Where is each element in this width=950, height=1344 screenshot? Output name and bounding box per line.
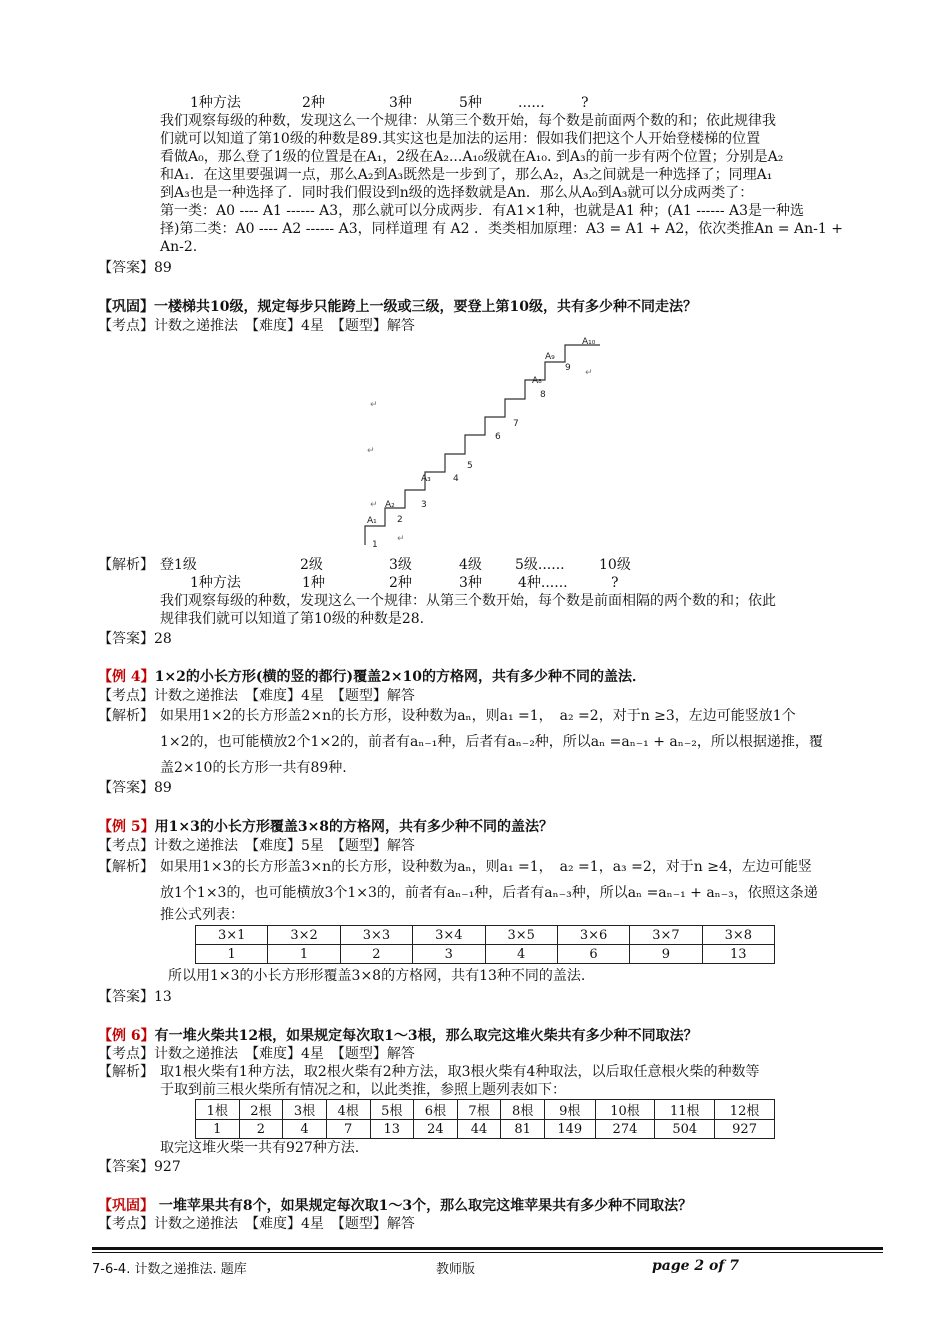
ex4-meta: 【考点】计数之递推法 【难度】4星 【题型】解答 [98, 688, 415, 704]
step-number: 9 [565, 363, 571, 373]
answer-label: 【答案】 [98, 1159, 154, 1175]
gonggu1-meta: 【考点】计数之递推法 【难度】4星 【题型】解答 [98, 318, 415, 334]
ex6-sol-label: 【解析】 [98, 1064, 154, 1080]
top-row1-c5: ...... [518, 95, 545, 111]
ex6-sol-1: 取1根火柴有1种方法，取2根火柴有2种方法，取3根火柴有4种取法，以后取任意根火柴的种数等 [160, 1064, 760, 1080]
a-label: A₁₀ [582, 337, 596, 347]
ex4-question: 1×2的小长方形(横的竖的都行)覆盖2×10的方格网，共有多少种不同的盖法． [154, 669, 647, 685]
top-row1-c6: ? [581, 95, 589, 111]
ex6-conclusion: 取完这堆火柴一共有927种方法. [160, 1140, 360, 1156]
answer-value: 28 [154, 631, 172, 647]
sol-row2-c4: 3种 [459, 575, 482, 591]
table-cell: 7 [326, 1120, 370, 1139]
table-cell: 149 [545, 1120, 596, 1139]
top-answer [98, 259, 172, 277]
gonggu1-heading [98, 298, 697, 316]
table-header-cell: 3×1 [196, 926, 268, 945]
ex6-sol-2: 于取到前三根火柴所有情况之和，以此类推，参照上题列表如下： [160, 1082, 566, 1098]
top-row1-c2: 2种 [302, 95, 325, 111]
table-row [196, 1120, 775, 1139]
top-para-7: 择)第二类：A0 ---- A2 ------ A3，同样道理 有 A2 ．类类相加原理：A3 = A1 + A2，依次类推An = An-1 + [160, 221, 844, 237]
a-label: A₁ [367, 516, 377, 526]
gonggu2-meta: 【考点】计数之递推法 【难度】4星 【题型】解答 [98, 1216, 415, 1232]
sol-row1-c4: 4级 [459, 557, 482, 573]
step-number: 7 [513, 419, 519, 429]
top-row1-c1: 1种方法 [190, 95, 241, 111]
sol-row2-c6: ? [611, 575, 619, 591]
ex6-question: 有一堆火柴共12根，如果规定每次取1～3根，那么取完这堆火柴共有多少种不同取法？ [154, 1028, 698, 1044]
ex5-question: 用1×3的小长方形覆盖3×8的方格网，共有多少种不同的盖法？ [154, 819, 554, 835]
return-mark: ↵ [367, 446, 375, 456]
return-mark: ↵ [585, 368, 593, 378]
ex4-sol-label: 【解析】 [98, 708, 154, 724]
table-row [196, 1100, 775, 1120]
return-mark: ↵ [397, 534, 405, 544]
gonggu2-heading [98, 1197, 692, 1215]
table-header-cell: 3×6 [557, 926, 629, 945]
ex6-label: 【例 6】 [98, 1028, 155, 1044]
sol-row2-c1: 1种方法 [190, 575, 241, 591]
a-label: A₈ [532, 376, 542, 386]
table-cell: 2 [239, 1120, 283, 1139]
table-header-cell: 3×3 [340, 926, 412, 945]
answer-value: 13 [154, 989, 172, 1005]
footer-rule-thick [92, 1247, 883, 1250]
answer-label: 【答案】 [98, 260, 154, 276]
ex5-sol-3: 推公式列表： [160, 907, 244, 923]
step-number: 4 [453, 474, 459, 484]
table-header-cell: 8根 [501, 1100, 545, 1120]
step-number: 3 [421, 500, 427, 510]
table-cell: 81 [501, 1120, 545, 1139]
step-number: 6 [495, 432, 501, 442]
table-cell: 1 [196, 1120, 240, 1139]
return-mark: ↵ [370, 400, 378, 410]
gonggu1-answer [98, 630, 172, 648]
table-cell: 3 [413, 945, 485, 964]
top-para-8: An-2. [160, 239, 198, 255]
gonggu2-label: 【巩固】 [98, 1198, 154, 1214]
table-cell: 13 [702, 945, 774, 964]
table-header-cell: 7根 [457, 1100, 501, 1120]
table-cell: 4 [283, 1120, 327, 1139]
ex4-sol-2: 1×2的，也可能横放2个1×2的，前者有aₙ₋₁种，后者有aₙ₋₂种，所以aₙ =aₙ₋₁ + aₙ₋₂，所以根据递推，覆 [160, 734, 823, 750]
table-cell: 44 [457, 1120, 501, 1139]
ex5-meta: 【考点】计数之递推法 【难度】5星 【题型】解答 [98, 838, 415, 854]
top-row1-c4: 5种 [459, 95, 482, 111]
sol-row2-c5: 4种...... [518, 575, 568, 591]
table-cell: 4 [485, 945, 557, 964]
table-header-cell: 6根 [414, 1100, 458, 1120]
footer-left: 7-6-4. 计数之递推法. 题库 [92, 1262, 247, 1277]
top-para-1: 我们观察每级的种数，发现这么一个规律：从第三个数开始，每个数是前面两个数的和；依此规律我 [160, 113, 776, 129]
sol-row2-c3: 2种 [389, 575, 412, 591]
gonggu2-question: 一堆苹果共有8个，如果规定每次取1～3个，那么取完这堆苹果共有多少种不同取法？ [154, 1198, 693, 1214]
table-header-cell: 3×4 [413, 926, 485, 945]
footer-page: page 2 of 7 [652, 1258, 740, 1274]
ex4-label: 【例 4】 [98, 669, 155, 685]
top-para-5: 到A₃也是一种选择了．同时我们假设到n级的选择数就是An．那么从A₀到A₃就可以分成两类了： [160, 185, 754, 201]
ex6-heading [98, 1027, 698, 1045]
ex4-sol-1: 如果用1×2的长方形盖2×n的长方形，设种数为aₙ，则a₁ =1， a₂ =2，对于n ≥3，左边可能竖放1个 [160, 708, 796, 724]
gonggu1-label: 【巩固】 [98, 299, 154, 315]
table-cell: 24 [414, 1120, 458, 1139]
sol-row2-c2: 1种 [302, 575, 325, 591]
sol-row1-c2: 2级 [300, 557, 323, 573]
ex6-meta: 【考点】计数之递推法 【难度】4星 【题型】解答 [98, 1046, 415, 1062]
staircase-figure [355, 335, 615, 555]
ex5-sol-2: 放1个1×3的，也可能横放3个1×3的，前者有aₙ₋₁种，后者有aₙ₋₃种，所以aₙ =aₙ₋₁ + aₙ₋₃，依照这条递 [160, 885, 818, 901]
table-header-cell: 3×2 [268, 926, 340, 945]
ex4-sol-3: 盖2×10的长方形一共有89种. [160, 760, 347, 776]
answer-value: 89 [154, 260, 172, 276]
table-header-cell: 4根 [326, 1100, 370, 1120]
table-header-cell: 3根 [283, 1100, 327, 1120]
table-header-cell: 1根 [196, 1100, 240, 1120]
ex4-answer [98, 779, 172, 797]
table-header-cell: 10根 [595, 1100, 655, 1120]
ex5-sol-1: 如果用1×3的长方形盖3×n的长方形，设种数为aₙ，则a₁ =1， a₂ =1，a₃ =2，对于n ≥4，左边可能竖 [160, 859, 812, 875]
table-cell: 9 [630, 945, 702, 964]
ex4-heading [98, 668, 646, 686]
step-number: 8 [540, 390, 546, 400]
table-header-cell: 5根 [370, 1100, 414, 1120]
answer-value: 927 [154, 1159, 181, 1175]
step-number: 5 [467, 461, 473, 471]
table-header-cell: 2根 [239, 1100, 283, 1120]
answer-label: 【答案】 [98, 631, 154, 647]
table-cell: 1 [268, 945, 340, 964]
ex5-table [195, 925, 775, 964]
table-header-cell: 9根 [545, 1100, 596, 1120]
table-row [196, 926, 775, 945]
answer-label: 【答案】 [98, 989, 154, 1005]
top-para-4: 和A₁．在这里要强调一点，那么A₂到A₃既然是一步到了，那么A₂，A₃之间就是一种选择了；同理A₁ [160, 167, 773, 183]
ex5-answer [98, 988, 172, 1006]
ex5-conclusion: 所以用1×3的小长方形形覆盖3×8的方格网，共有13种不同的盖法. [168, 968, 586, 984]
table-cell: 504 [655, 1120, 715, 1139]
table-cell: 2 [340, 945, 412, 964]
return-mark: ↵ [370, 500, 378, 510]
sol-row1-c1: 登1级 [160, 557, 197, 573]
table-row [196, 945, 775, 964]
table-cell: 927 [715, 1120, 775, 1139]
sol-row1-c5: 5级...... [515, 557, 565, 573]
footer-rule-thin [92, 1252, 883, 1253]
footer-center: 教师版 [436, 1262, 476, 1277]
ex6-answer [98, 1158, 181, 1176]
ex5-sol-label: 【解析】 [98, 859, 154, 875]
a-label: A₉ [545, 352, 555, 362]
table-cell: 274 [595, 1120, 655, 1139]
gonggu1-sol-para-1: 我们观察每级的种数，发现这么一个规律：从第三个数开始，每个数是前面相隔的两个数的和；依此 [160, 593, 776, 609]
table-header-cell: 3×5 [485, 926, 557, 945]
a-label: A₂ [385, 500, 395, 510]
table-cell: 13 [370, 1120, 414, 1139]
ex6-table [195, 1099, 775, 1139]
top-row1-c3: 3种 [389, 95, 412, 111]
table-header-cell: 11根 [655, 1100, 715, 1120]
top-para-6: 第一类：A0 ---- A1 ------ A3，那么就可以分成两步．有A1×1种，也就是A1 种；(A1 ------ A3是一种选 [160, 203, 805, 219]
top-para-3: 看做A₀，那么登了1级的位置是在A₁，2级在A₂...A₁₀级就在A₁₀. 到A₃的前一步有两个位置；分别是A₂ [160, 149, 784, 165]
answer-value: 89 [154, 780, 172, 796]
step-number: 1 [372, 540, 378, 550]
table-header-cell: 3×8 [702, 926, 774, 945]
table-cell: 1 [196, 945, 268, 964]
a-label: A₃ [421, 474, 431, 484]
table-cell: 6 [557, 945, 629, 964]
top-para-2: 们就可以知道了第10级的种数是89.其实这也是加法的运用：假如我们把这个人开始登楼梯的位置 [160, 131, 761, 147]
gonggu1-question: 一楼梯共10级，规定每步只能跨上一级或三级，要登上第10级，共有多少种不同走法？ [154, 299, 697, 315]
sol-row1-c3: 3级 [389, 557, 412, 573]
sol-row1-c6: 10级 [599, 557, 631, 573]
gonggu1-sol-para-2: 规律我们就可以知道了第10级的种数是28. [160, 611, 425, 627]
ex5-label: 【例 5】 [98, 819, 155, 835]
answer-label: 【答案】 [98, 780, 154, 796]
step-number: 2 [397, 515, 403, 525]
gonggu1-sol-label: 【解析】 [98, 557, 154, 573]
table-header-cell: 3×7 [630, 926, 702, 945]
table-header-cell: 12根 [715, 1100, 775, 1120]
ex5-heading [98, 818, 553, 836]
